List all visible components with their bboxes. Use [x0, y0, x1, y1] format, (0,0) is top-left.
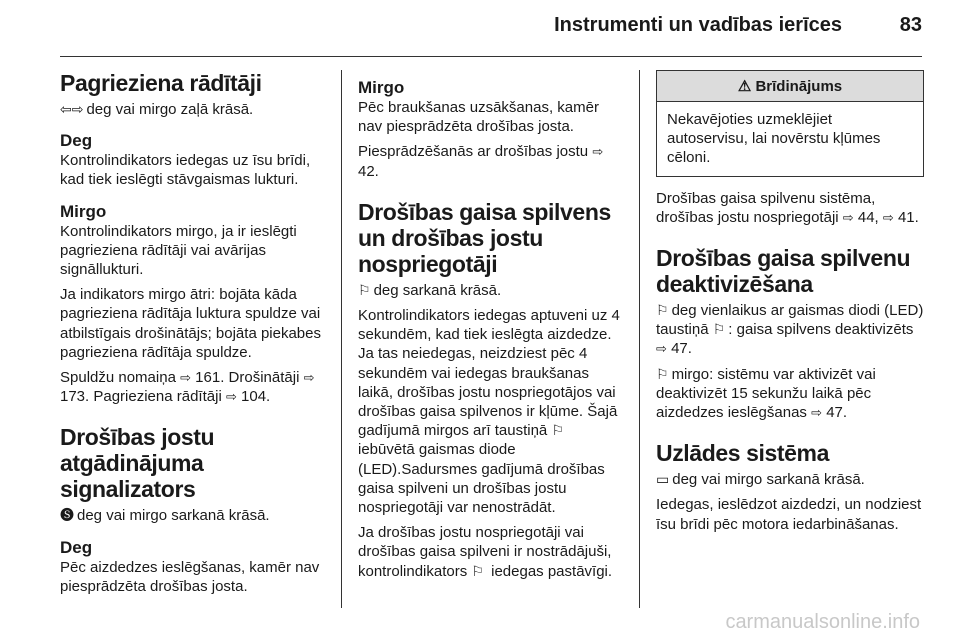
header-title: Instrumenti un vadības ierīces	[554, 14, 842, 36]
airbag-off-icon: ⚐	[656, 302, 669, 319]
header-rule	[60, 56, 922, 57]
subheading-deg: Deg	[60, 131, 93, 151]
airbag-off-icon: ⚐	[656, 365, 669, 382]
ref-arrow-icon: ⇨	[592, 144, 604, 160]
airbag-icon: ⚐	[358, 281, 371, 298]
warning-icon: ⚠	[737, 78, 752, 95]
column-2: Mirgo Pēc braukšanas uzsākšanas, kamēr nav piesprādzēta drošības josta. Piesprādzēšanās ar drošības jostu ⇨ 42. Drošības gaisa spilvens un drošības jostu nospriegotāji ⚐ deg sarkanā krāsā. Kontrolindikators iedegas aptuveni uz 4 sekundēm, kad tiek ieslēgta aizdedze. Ja tas neiedegas, neizdziest pēc 4 sekundēm vai iedegas braukšanas laikā, drošības jostu nospriegotājos vai drošības gaisa spilvenos ir kļūme. Šajā gadījumā mirgos arī taustiņā ⚐ iebūvētā gaismas diode (LED).Sadursmes gadījumā drošības gaisa spilveni un drošības jostu nospriegotāji var nenostrādāt. Ja drošības jostu nospriegotāji vai drošības gaisa spilveni ir nostrādājuši, kontrolindikators ⚐ iedegas pastāvīgi.	[358, 70, 626, 587]
text-mirgo: Kontrolindikators mirgo, ja ir ieslēgti pagrieziena rādītāji vai avārijas signāllukturi.	[60, 222, 297, 279]
column-divider	[341, 70, 342, 608]
ref-arrow-icon: ⇨	[656, 341, 667, 357]
turn-signal-icon: ⇦⇨	[60, 101, 84, 117]
heading-seatbelt-reminder: Drošības jostu atgādinājuma signalizators	[60, 424, 215, 503]
warning-box	[656, 70, 924, 177]
ref-arrow-icon: ⇨	[811, 405, 823, 421]
heading-airbag-pretensioners: Drošības gaisa spilvens un drošības jostu nospriegotāji	[358, 198, 611, 277]
ref-arrow-icon: ⇨	[180, 370, 191, 386]
heading-airbag-deactivation: Drošības gaisa spilvenu deaktivizēšana	[656, 245, 911, 298]
heading-charging-system: Uzlādes sistēma	[656, 440, 829, 467]
text-references: Spuldžu nomaiņa ⇨ 161. Drošinātāji ⇨ 173. Pagrieziena rādītāji ⇨ 104.	[60, 369, 315, 406]
page-number: 83	[899, 14, 922, 36]
text-mirgo-2: Pēc braukšanas uzsākšanas, kamēr nav piesprādzēta drošības josta.	[358, 99, 599, 136]
ref-arrow-icon: ⇨	[882, 209, 894, 225]
watermark: carmanualsonline.info	[725, 611, 920, 633]
subheading-mirgo-2: Mirgo	[358, 78, 405, 97]
column-divider	[639, 70, 640, 608]
text-deg-2: Pēc aizdedzes ieslēgšanas, kamēr nav piesprādzēta drošības josta.	[60, 558, 320, 595]
ref-arrow-icon: ⇨	[225, 389, 237, 405]
airbag-off-icon: ⚐	[551, 422, 564, 439]
airbag-icon: ⚐	[471, 562, 484, 579]
column-3: ⚠ Brīdinājums Nekavējoties uzmeklējiet autoservisu, lai novērstu kļūmes cēloni. Drošības gaisa spilvenu sistēma, drošības jostu nospriegotāji ⇨ 44, ⇨ 41. Drošības gaisa spilvenu deaktivizēšana ⚐ deg vienlaikus ar gaismas diodi (LED) taustiņā ⚐ : gaisa spilvens deaktivizēts ⇨ 47. ⚐ mirgo: sistēmu var aktivizēt vai deaktivizēt 15 sekunžu laikā pēc aizdedzes ieslēgšanas ⇨ 47. Uzlādes sistēma ▭ deg vai mirgo sarkanā krāsā. Iedegas, ieslēdzot aizdedzi, un nodziest īsu brīdi pēc motora iedarbināšanas.	[656, 70, 924, 540]
page-header	[0, 0, 960, 58]
text-fasten-belt: Piesprādzēšanās ar drošības jostu ⇨ 42.	[358, 143, 604, 180]
ref-arrow-icon: ⇨	[303, 370, 315, 386]
battery-icon: ▭	[656, 471, 670, 488]
warning-text: Nekavējoties uzmeklējiet autoservisu, lai novērstu kļūmes cēloni.	[667, 111, 881, 167]
text-deactivation-1: ⚐ deg vienlaikus ar gaismas diodi (LED) taustiņā ⚐ : gaisa spilvens deaktivizēts ⇨ 47.	[656, 302, 924, 358]
ref-arrow-icon: ⇨	[842, 209, 854, 225]
warning-title: Brīdinājums	[755, 78, 843, 95]
text-deactivation-2: ⚐ mirgo: sistēmu var aktivizēt vai deaktivizēt 15 sekunžu laikā pēc aizdedzes ieslēgšanas ⇨ 47.	[656, 365, 876, 422]
text-airbag-system: Drošības gaisa spilvenu sistēma, drošības jostu nospriegotāji ⇨ 44, ⇨ 41.	[656, 189, 919, 226]
text-charging: Iedegas, ieslēdzot aizdedzi, un nodziest īsu brīdi pēc motora iedarbināšanas.	[656, 496, 922, 533]
subheading-deg-2: Deg	[60, 537, 93, 557]
column-1: Pagrieziena rādītāji ⇦⇨ deg vai mirgo zaļā krāsā. Deg Kontrolindikators iedegas uz īsu brīdi, kad tiek ieslēgti stāvgaismas lukturi. Mirgo Kontrolindikators mirgo, ja ir ieslēgti pagrieziena rādītāji vai avārijas signāllukturi. Ja indikators mirgo ātri: bojāta kāda pagrieziena rādītāja luktura spuldze vai atbilstīgais drošinātājs; bojāta piekabes pagrieziena rādītāja spuldze. Spuldžu nomaiņa ⇨ 161. Drošinātāji ⇨ 173. Pagrieziena rādītāji ⇨ 104. Drošības jostu atgādinājuma signalizators 🅢 deg vai mirgo sarkanā krāsā. Deg Pēc aizdedzes ieslēgšanas, kamēr nav piesprādzēta drošības josta.	[60, 70, 330, 602]
airbag-off-icon: ⚐	[712, 321, 726, 338]
seatbelt-icon: 🅢	[60, 507, 74, 524]
heading-turn-signals: Pagrieziena rādītāji	[60, 70, 262, 96]
text-fast-blink: Ja indikators mirgo ātri: bojāta kāda pagrieziena rādītāja luktura spuldze vai atbilstīgais drošinātājs; bojāta piekabes pagrieziena rādītāja spuldze.	[60, 286, 321, 361]
text-airbag-desc: Kontrolindikators iedegas aptuveni uz 4 sekundēm, kad tiek ieslēgta aizdedze. Ja tas neiedegas, neizdziest pēc 4 sekundēm vai iedegas braukšanas laikā, drošības jostu nospriegotājos vai drošības gaisa spilvenos ir kļūme. Šajā gadījumā mirgos arī taustiņā ⚐ iebūvētā gaismas diode (LED).Sadursmes gadījumā drošības gaisa spilveni un drošības jostu nospriegotāji var nenostrādāt.	[358, 307, 620, 517]
text-deg: Kontrolindikators iedegas uz īsu brīdi, kad tiek ieslēgti stāvgaismas lukturi.	[60, 152, 311, 189]
text-airbag-deployed: Ja drošības jostu nospriegotāji vai drošības gaisa spilveni ir nostrādājuši, kontrolindikators ⚐ iedegas pastāvīgi.	[358, 524, 613, 580]
subheading-mirgo: Mirgo	[60, 201, 107, 221]
